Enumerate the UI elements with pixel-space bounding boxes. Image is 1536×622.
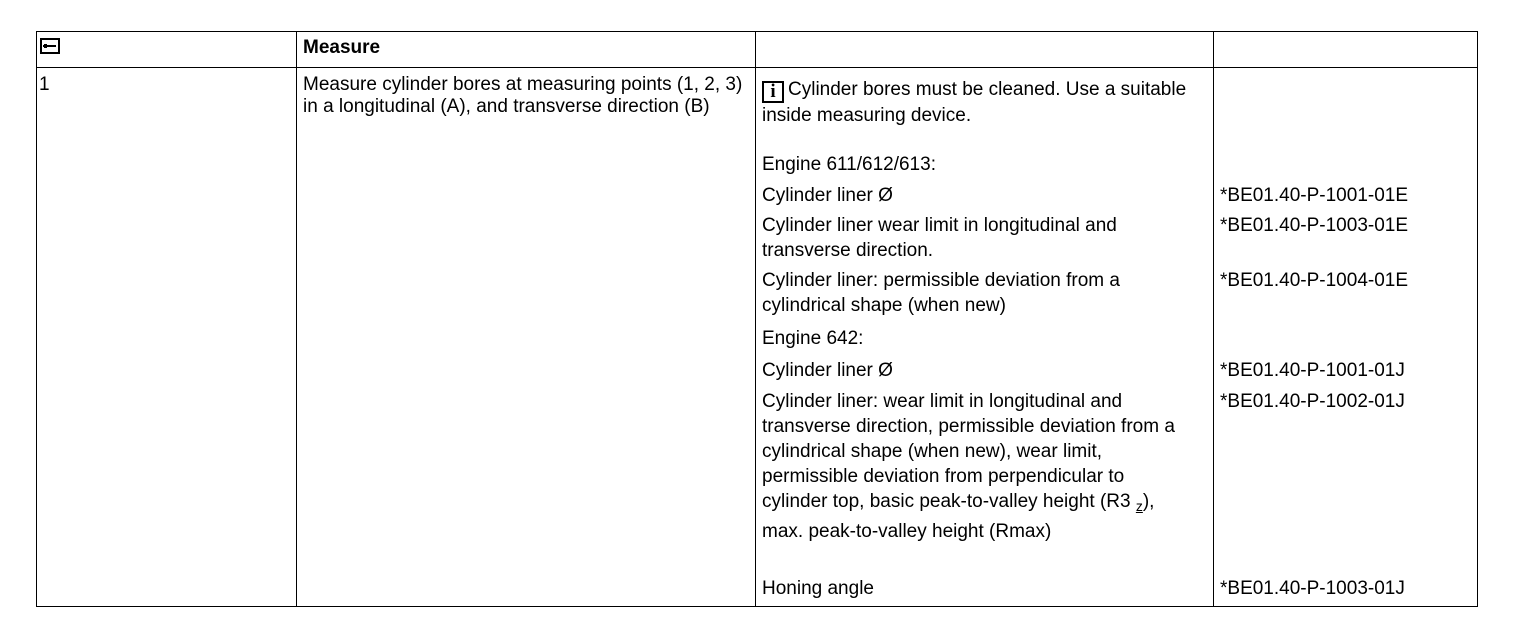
spec-engine-642-heading: Engine 642: — [762, 328, 864, 349]
spec-reference: *BE01.40-P-1001-01J — [1220, 360, 1405, 381]
spec-cylindrical-deviation: Cylinder liner: permissible deviation from a cylindrical shape (when new) — [762, 270, 1120, 316]
note — [762, 77, 1192, 128]
spec-engine-611-heading: Engine 611/612/613: — [762, 154, 936, 175]
note-text: Cylinder bores must be cleaned. Use a suitable inside measuring device. — [762, 79, 1187, 126]
spec-subscript: z — [1135, 498, 1143, 514]
column-divider — [1213, 32, 1214, 606]
spec-cylinder-liner-diameter-642: Cylinder liner Ø — [762, 360, 893, 381]
header-measure: Measure — [303, 37, 381, 58]
spec-reference: *BE01.40-P-1003-01J — [1220, 578, 1405, 599]
step-number: 1 — [39, 74, 50, 95]
header-divider — [37, 67, 1477, 68]
spec-text: ), max. peak-to-valley height (Rmax) — [762, 491, 1155, 542]
info-icon: i — [762, 81, 784, 103]
spec-reference: *BE01.40-P-1002-01J — [1220, 391, 1405, 412]
column-divider — [755, 32, 756, 606]
spec-wear-limit: Cylinder liner wear limit in longitudinal and transverse direction. — [762, 215, 1117, 261]
spec-cylinder-liner-diameter: Cylinder liner Ø — [762, 185, 893, 206]
spec-reference: *BE01.40-P-1003-01E — [1220, 215, 1409, 236]
wrench-icon — [40, 38, 60, 54]
spec-reference: *BE01.40-P-1001-01E — [1220, 185, 1409, 206]
spec-honing-angle: Honing angle — [762, 578, 874, 599]
procedure-table — [36, 31, 1478, 607]
measure-instruction: Measure cylinder bores at measuring points (1, 2, 3) in a longitudinal (A), and transverse direction (B) — [303, 74, 743, 117]
spec-text: Cylinder liner: wear limit in longitudinal and transverse direction, permissible deviation from a cylindrical shape (when new), wear limit, permissible deviation from perpendicular to cylinder top, basic peak-to-valley height (R3 — [762, 391, 1175, 512]
spec-reference: *BE01.40-P-1004-01E — [1220, 270, 1409, 291]
column-divider — [296, 32, 297, 606]
spec-wear-limit-642 — [762, 389, 1192, 544]
